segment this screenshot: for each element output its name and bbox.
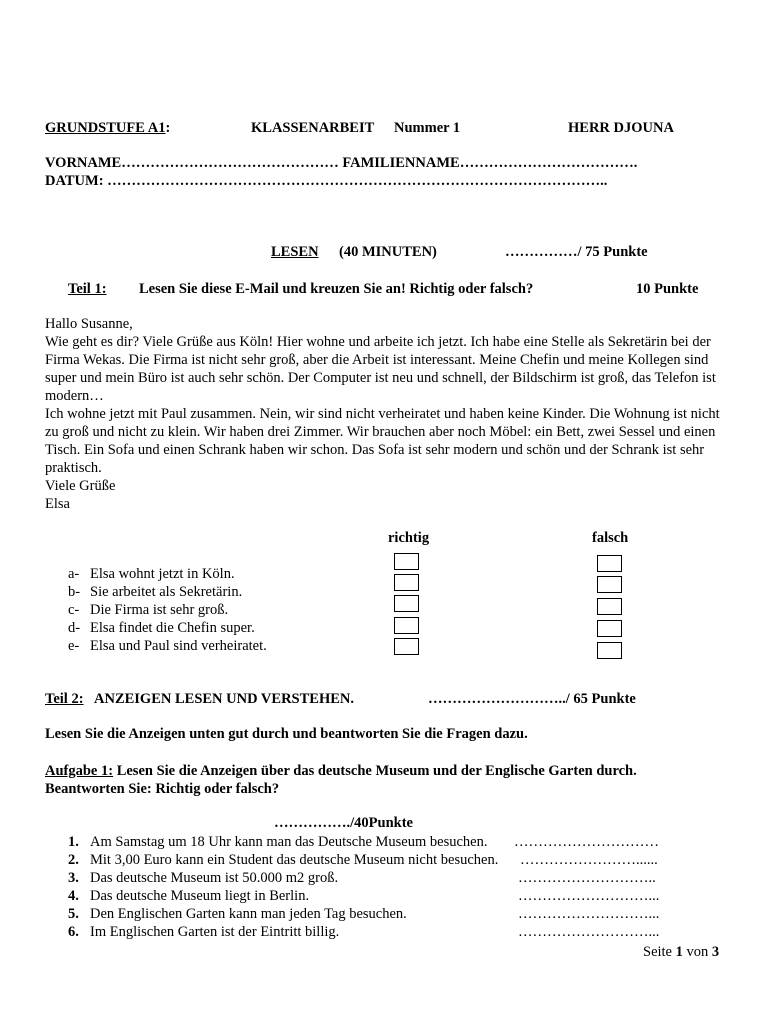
teil2-score: ………………………../ 65 Punkte (428, 691, 636, 707)
teil2-title: ANZEIGEN LESEN UND VERSTEHEN. (94, 691, 354, 707)
falsch-checkbox-e[interactable] (597, 642, 622, 659)
header-level: GRUNDSTUFE A1: (45, 120, 171, 136)
teil1-label: Teil 1: (68, 281, 107, 297)
teil2-label: Teil 2: (45, 691, 84, 707)
question-row: 2. Mit 3,00 Euro kann ein Student das deutsche Museum nicht besuchen. ……………………...... (68, 852, 658, 868)
richtig-checkbox-a[interactable] (394, 553, 419, 570)
tf-item: a- Elsa wohnt jetzt in Köln. (68, 566, 235, 582)
question-row: 5. Den Englischen Garten kann man jeden Tag besuchen. ………………………... (68, 906, 660, 922)
question-row: 6. Im Englischen Garten ist der Eintritt billig. ………………………... (68, 924, 660, 940)
header-exam-title: KLASSENARBEIT (251, 120, 375, 136)
question-row: 1. Am Samstag um 18 Uhr kann man das Deutsche Museum besuchen. ………………………… (68, 834, 659, 850)
aufgabe1-line2: Beantworten Sie: Richtig oder falsch? (45, 781, 280, 797)
email-text (45, 315, 725, 513)
email-paragraph-1: Wie geht es dir? Viele Grüße aus Köln! Hier wohne und arbeite ich jetzt. Ich habe eine Stelle als Sekretärin bei der Firma Wekas. Die Firma ist nicht sehr groß, aber die Arbeit ist interessant. Meine Chefin und meine Kollegen sind super und mein Büro ist auch sehr schön. Der Computer ist neu und schnell, der Bildschirm ist groß, das Telefon ist modern… (45, 334, 716, 404)
tf-item: d- Elsa findet die Chefin super. (68, 620, 255, 636)
page-number: Seite 1 von 3 (643, 944, 720, 960)
aufgabe1-score: ……………./40Punkte (274, 815, 413, 831)
name-fields-line: VORNAME……………………………………… FAMILIENNAME………………………………. (45, 155, 638, 171)
header-exam-number: Nummer 1 (394, 120, 461, 136)
richtig-checkbox-e[interactable] (394, 638, 419, 655)
falsch-checkbox-a[interactable] (597, 555, 622, 572)
email-closing: Viele Grüße (45, 478, 116, 494)
teil1-instruction: Lesen Sie diese E-Mail und kreuzen Sie an! Richtig oder falsch? (139, 281, 534, 297)
falsch-checkbox-c[interactable] (597, 598, 622, 615)
tf-item: b- Sie arbeitet als Sekretärin. (68, 584, 243, 600)
question-row: 4. Das deutsche Museum liegt in Berlin. ………………………... (68, 888, 660, 904)
richtig-checkbox-c[interactable] (394, 595, 419, 612)
richtig-checkbox-d[interactable] (394, 617, 419, 634)
richtig-checkbox-b[interactable] (394, 574, 419, 591)
falsch-checkbox-d[interactable] (597, 620, 622, 637)
tf-item: c- Die Firma ist sehr groß. (68, 602, 229, 618)
header-teacher: HERR DJOUNA (568, 120, 674, 136)
email-greeting: Hallo Susanne, (45, 316, 133, 332)
tf-item: e- Elsa und Paul sind verheiratet. (68, 638, 267, 654)
teil1-points: 10 Punkte (636, 281, 699, 297)
section-title: LESEN (271, 244, 319, 260)
col-falsch: falsch (592, 530, 629, 546)
section-score: ……………/ 75 Punkte (505, 244, 648, 260)
date-field-line: DATUM: ………………………………………………………………………………………….. (45, 173, 608, 189)
teil2-instruction: Lesen Sie die Anzeigen unten gut durch und beantworten Sie die Fragen dazu. (45, 726, 528, 742)
col-richtig: richtig (388, 530, 430, 546)
aufgabe1-line1: Aufgabe 1: Lesen Sie die Anzeigen über das deutsche Museum und der Englische Garten durch. (45, 763, 637, 779)
question-row: 3. Das deutsche Museum ist 50.000 m2 groß. ……………………….. (68, 870, 656, 886)
section-duration: (40 MINUTEN) (339, 244, 437, 260)
falsch-checkbox-b[interactable] (597, 576, 622, 593)
email-paragraph-2: Ich wohne jetzt mit Paul zusammen. Nein, wir sind nicht verheiratet und haben keine Kinder. Die Wohnung ist nicht zu groß und nicht zu klein. Wir haben drei Zimmer. Wir brauchen aber noch Möbel: ein Bett, zwei Sessel und einen Tisch. Ein Sofa und einen Schrank haben wir schon. Das Sofa ist sehr modern und schön und der Schrank ist sehr praktisch. (45, 406, 720, 476)
email-signature: Elsa (45, 496, 70, 512)
